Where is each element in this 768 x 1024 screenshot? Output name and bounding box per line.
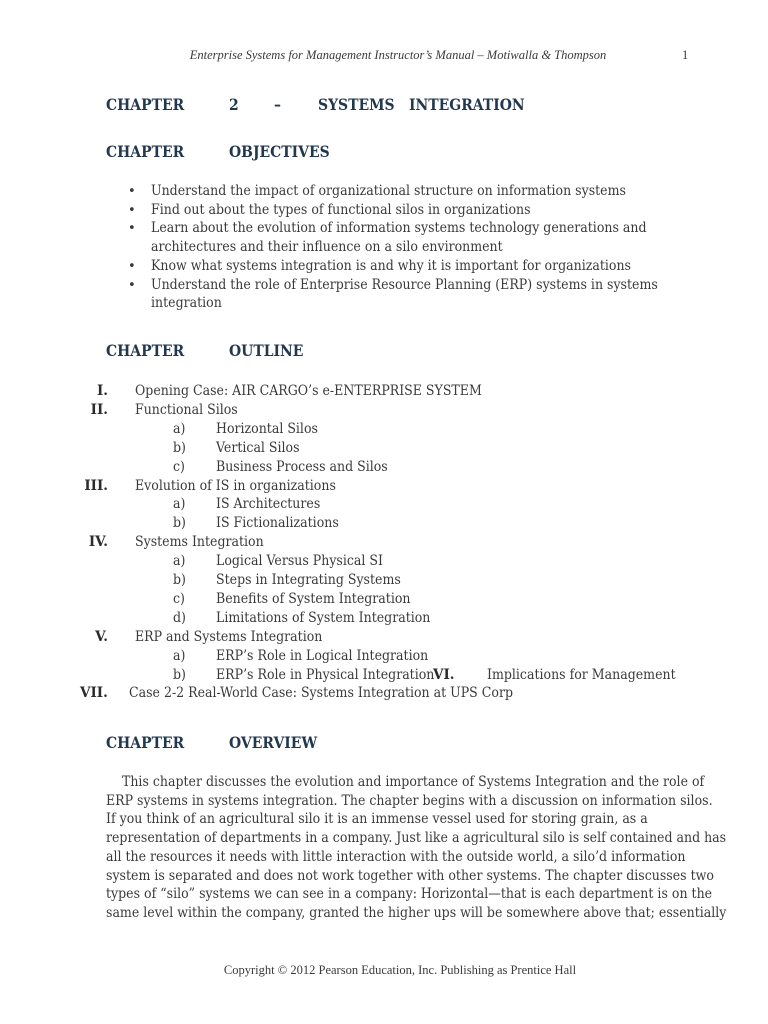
overview-line: ERP systems in systems integration. The chapter begins with a discussion on information silos. xyxy=(106,792,713,809)
outline-item-text: Steps in Integrating Systems xyxy=(216,572,401,588)
objective-item-text: Find out about the types of functional silos in organizations xyxy=(151,201,531,218)
outline-numeral: VII. xyxy=(80,685,108,702)
outline-item-letter: a) xyxy=(173,553,186,570)
outline-section-title: Opening Case: AIR CARGO’s e-ENTERPRISE SYSTEM xyxy=(135,383,482,399)
outline-item-text: Limitations of System Integration xyxy=(216,609,431,626)
outline-item-letter: b) xyxy=(173,666,186,683)
overview-line: This chapter discusses the evolution and importance of Systems Integration and the role of xyxy=(106,774,705,790)
bullet-icon: • xyxy=(128,258,136,274)
outline-item-text: IS Fictionalizations xyxy=(216,515,339,532)
overview-heading-word1: CHAPTER xyxy=(106,733,185,752)
outline-item-letter: b) xyxy=(173,572,186,588)
chapter-title-dash: – xyxy=(274,95,281,114)
objective-item-text: integration xyxy=(151,295,222,312)
overview-line: representation of departments in a company. Just like a agricultural silo is self contained and has xyxy=(106,830,727,847)
outline-section-title: ERP and Systems Integration xyxy=(135,628,323,645)
outline-numeral: III. xyxy=(84,477,108,494)
outline-item-text: ERP’s Role in Physical Integration xyxy=(216,666,435,683)
overview-line: types of “silo” systems we can see in a company: Horizontal—that is each department is on the xyxy=(106,886,713,903)
objectives-heading-word2: OBJECTIVES xyxy=(229,142,330,161)
page-number: 1 xyxy=(682,48,689,62)
outline-item-letter: c) xyxy=(173,458,185,475)
bullet-icon: • xyxy=(128,277,136,293)
overview-line: system is separated and does not work together with other systems. The chapter discusses two xyxy=(106,867,714,884)
outline-item-letter: b) xyxy=(173,439,186,456)
running-header: Enterprise Systems for Management Instructor’s Manual – Motiwalla & Thompson xyxy=(189,48,607,62)
outline-item-text: Business Process and Silos xyxy=(216,458,388,475)
outline-item-text: Vertical Silos xyxy=(216,439,300,456)
outline-item-text: IS Architectures xyxy=(216,496,321,513)
outline-section-title: Implications for Management xyxy=(487,666,676,683)
objectives-heading-word1: CHAPTER xyxy=(106,142,185,161)
objective-item-text: Know what systems integration is and why it is important for organizations xyxy=(151,257,631,274)
objective-item-text: Learn about the evolution of information systems technology generations and xyxy=(151,220,647,237)
outline-item-text: ERP’s Role in Logical Integration xyxy=(216,647,429,664)
outline-item-letter: c) xyxy=(173,590,185,607)
outline-item-letter: a) xyxy=(173,420,186,437)
overview-line: If you think of an agricultural silo it is an immense vessel used for storing grain, as a xyxy=(106,811,648,828)
outline-section-title: Systems Integration xyxy=(135,534,264,551)
outline-item-text: Benefits of System Integration xyxy=(216,590,411,607)
outline-numeral: V. xyxy=(95,628,108,645)
overview-line: all the resources it needs with little interaction with the outside world, a silo’d information xyxy=(106,848,686,865)
outline-numeral: I. xyxy=(96,383,108,399)
objective-item-text: architectures and their influence on a silo environment xyxy=(151,239,503,256)
outline-section-title: Case 2-2 Real-World Case: Systems Integration at UPS Corp xyxy=(129,685,513,702)
outline-numeral: VI. xyxy=(433,666,455,683)
outline-item-letter: a) xyxy=(173,647,186,664)
objective-item-text: Understand the impact of organizational structure on information systems xyxy=(151,183,626,199)
bullet-icon: • xyxy=(128,202,136,218)
outline-heading-word2: OUTLINE xyxy=(229,341,304,360)
bullet-icon: • xyxy=(128,221,136,237)
bullet-icon: • xyxy=(128,184,136,199)
chapter-number: 2 xyxy=(229,95,239,114)
overview-line: same level within the company, granted the higher ups will be somewhere above that; essentially xyxy=(106,904,727,921)
outline-numeral: II. xyxy=(90,401,108,418)
footer-copyright: Copyright © 2012 Pearson Education, Inc. Publishing as Prentice Hall xyxy=(223,963,577,977)
outline-item-text: Logical Versus Physical SI xyxy=(216,553,383,570)
outline-item-letter: a) xyxy=(173,496,186,513)
overview-paragraph xyxy=(106,773,727,923)
outline-item-text: Horizontal Silos xyxy=(216,420,318,437)
outline-item-letter: b) xyxy=(173,515,186,532)
outline-heading-word1: CHAPTER xyxy=(106,341,185,360)
overview-heading-word2: OVERVIEW xyxy=(229,733,318,752)
outline-numeral: IV. xyxy=(88,534,108,551)
chapter-label: CHAPTER xyxy=(106,95,185,114)
objective-item-text: Understand the role of Enterprise Resource Planning (ERP) systems in systems xyxy=(151,276,658,293)
chapter-title-word1: SYSTEMS xyxy=(318,95,395,114)
chapter-title-word2: INTEGRATION xyxy=(409,95,525,114)
outline-item-letter: d) xyxy=(173,609,186,626)
outline-section-title: Functional Silos xyxy=(135,401,238,418)
outline-section-title: Evolution of IS in organizations xyxy=(135,477,336,494)
